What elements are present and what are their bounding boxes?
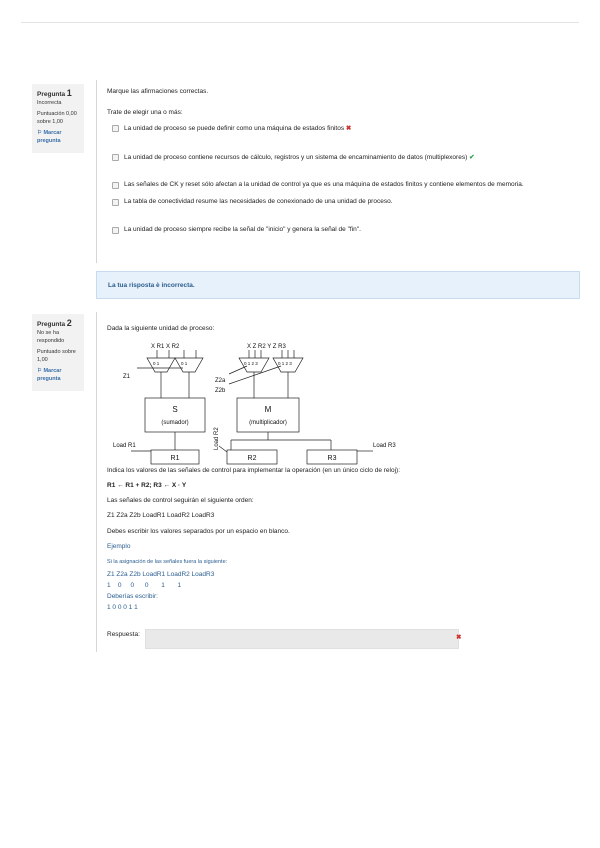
q1-number: 1	[66, 88, 72, 98]
register-r1: R1	[170, 455, 180, 462]
correct-icon: ✔	[469, 154, 475, 161]
q1-info-panel	[32, 84, 84, 153]
top-left-inputs: X R1 X R2	[151, 344, 180, 350]
load-r1-label: Load R1	[113, 443, 136, 449]
q1-checkbox-4[interactable]	[112, 199, 119, 206]
flag-icon: ⚐	[37, 130, 42, 136]
q1-score: Puntuación 0,00 sobre 1,00	[37, 111, 77, 125]
q1-checkbox-5[interactable]	[112, 227, 119, 234]
q2-flag-button[interactable]	[37, 367, 80, 383]
q2-flag-label: Marcar pregunta	[37, 368, 62, 382]
example-line-2: Z1 Z2a Z2b LoadR1 LoadR2 LoadR3	[107, 571, 215, 578]
q2-order-intro: Las señales de control seguirán el siguiente orden:	[107, 497, 254, 504]
q1-option-4-text: La tabla de conectividad resume las necesidades de conexionado de una unidad de proceso.	[124, 198, 393, 205]
incorrect-icon: ✖	[456, 634, 462, 641]
flag-icon: ⚐	[37, 368, 42, 374]
q1-feedback: La tua risposta è incorrecta.	[96, 271, 580, 299]
q2-info-panel	[32, 314, 84, 391]
q1-flag-label: Marcar pregunta	[37, 130, 62, 144]
q1-flag-button[interactable]	[37, 129, 80, 145]
z1-label: Z1	[123, 374, 131, 380]
adder-desc: (sumador)	[161, 420, 189, 426]
q1-status: Incorrecta	[37, 100, 62, 106]
q1-checkbox-1[interactable]	[112, 125, 119, 132]
example-line-5: 1 0 0 0 1 1	[107, 604, 138, 611]
q1-option-3-text: Las señales de CK y reset sólo afectan a la unidad de control ya que es una máquina de estados finitos y contiene elementos de memoria.	[124, 181, 524, 188]
q2-signal-order: Z1 Z2a Z2b LoadR1 LoadR2 LoadR3	[107, 512, 215, 519]
z2a-label: Z2a	[215, 378, 226, 384]
mux3-select-labels: 0 1 2 3	[244, 361, 258, 366]
example-line-4: Deberías escribir:	[107, 593, 158, 600]
q1-checkbox-3[interactable]	[112, 182, 119, 189]
q2-prompt: Dada la siguiente unidad de proceso:	[107, 325, 215, 332]
top-right-inputs: X Z R2 Y Z R3	[247, 344, 286, 350]
q2-question: Indica los valores de las señales de control para implementar la operación (en un único ciclo de reloj):	[107, 467, 401, 474]
incorrect-icon: ✖	[345, 125, 352, 132]
example-line-3: 1 0 0 0 1 1	[107, 582, 182, 589]
register-r2: R2	[247, 455, 257, 462]
q2-status: No se ha respondido	[37, 330, 65, 344]
q1-checkbox-2[interactable]	[112, 154, 119, 161]
q2-number: 2	[66, 318, 72, 328]
example-line-1: Si la asignación de las señales fuera la siguiente:	[107, 559, 228, 565]
q1-option-2-text: La unidad de proceso contiene recursos de cálculo, registros y un sistema de encaminamiento de datos (multiplexores)	[124, 154, 468, 161]
load-r2-label: Load R2	[214, 427, 220, 450]
multiplier-desc: (multiplicador)	[249, 420, 287, 426]
mux2-select-labels: 0 1	[181, 361, 188, 366]
q2-score: Puntuado sobre 1,00	[37, 349, 76, 363]
q1-label: Pregunta	[37, 91, 66, 98]
register-r3: R3	[327, 455, 337, 462]
q1-content	[96, 80, 600, 263]
adder-name: S	[172, 405, 178, 414]
q1-prompt: Marque las afirmaciones correctas.	[107, 88, 209, 95]
top-divider	[21, 22, 579, 23]
q2-label: Pregunta	[37, 321, 66, 328]
mux4-select-labels: 0 1 2 3	[278, 361, 292, 366]
answer-input[interactable]	[145, 629, 462, 649]
multiplier-name: M	[264, 405, 272, 414]
q2-content	[96, 312, 600, 652]
q1-option-5-text: La unidad de proceso siempre recibe la señal de "inicio" y genera la señal de "fin".	[124, 226, 361, 233]
q1-option-1-text: La unidad de proceso se puede definir como una máquina de estados finitos	[124, 125, 345, 132]
q2-instructions: Debes escribir los valores separados por un espacio en blanco.	[107, 528, 290, 535]
process-unit-diagram	[111, 338, 401, 473]
q2-operation: R1 ← R1 + R2; R3 ← X · Y	[107, 482, 187, 489]
answer-label: Respuesta:	[107, 631, 140, 638]
z2b-label: Z2b	[215, 388, 226, 394]
mux1-select-labels: 0 1	[153, 361, 160, 366]
q1-instruction: Trate de elegir una o más:	[107, 109, 183, 116]
load-r3-label: Load R3	[373, 443, 396, 449]
example-link[interactable]: Ejemplo	[107, 543, 131, 550]
